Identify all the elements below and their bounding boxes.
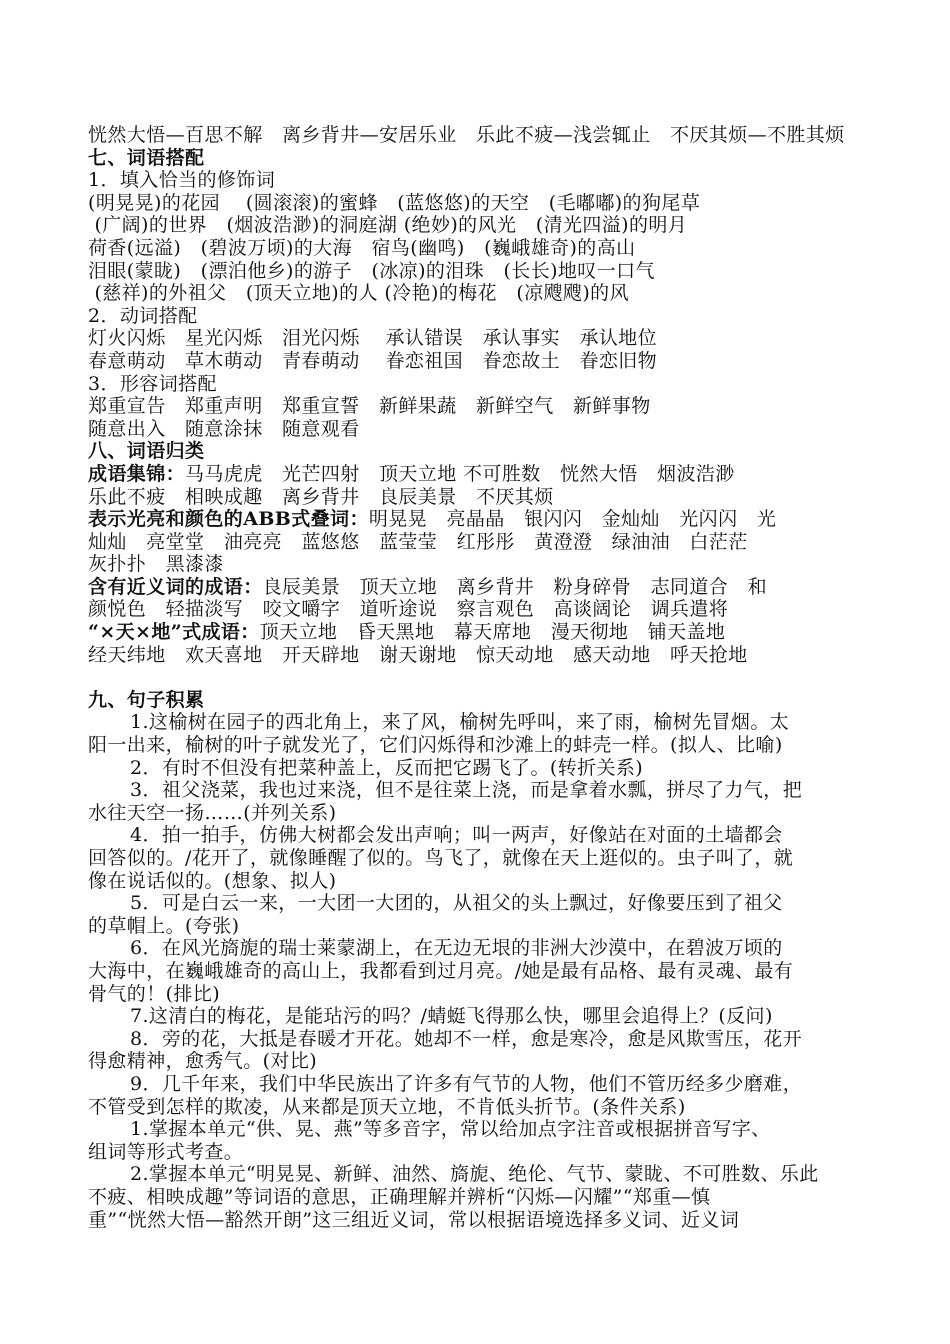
group-label: 含有近义词的成语： — [88, 575, 263, 598]
group-text: 良辰美景 顶天立地 离乡背井 粉身碎骨 志同道合 和 — [262, 575, 768, 598]
study-point-line: 不疲、相映成趣”等词语的意思，正确理解并辨析“闪烁—闪耀”“郑重—慎 — [88, 1185, 711, 1208]
sentence-line: 9．几千年来，我们中华民族出了许多有气节的人物，他们不管历经多少磨难， — [130, 1072, 803, 1095]
sentence-line: 7.这清白的梅花，是能玷污的吗？/蜻蜓飞得那么快，哪里会追得上？(反问) — [130, 1005, 773, 1028]
study-point-line: 重”“恍然大悟—豁然开朗”这三组近义词，常以根据语境选择多义词、近义词 — [88, 1208, 740, 1231]
modifier-line: (慈祥)的外祖父 (顶天立地)的人 (冷艳)的梅花 (凉飕飕)的风 — [88, 282, 629, 305]
modifier-line: (广阔)的世界 (烟波浩渺)的洞庭湖 (绝妙)的风光 (清光四溢)的明月 — [88, 214, 688, 237]
section-7-title: 七、词语搭配 — [88, 146, 205, 169]
sentence-line: 骨气的！(排比) — [88, 982, 221, 1005]
modifier-line: 泪眼(蒙眬) (漂泊他乡)的游子 (冰凉)的泪珠 (长长)地叹一口气 — [88, 259, 655, 282]
tian-di-idiom-line: 经天纬地 欢天喜地 开天辟地 谢天谢地 惊天动地 感天动地 呼天抢地 — [88, 643, 748, 666]
sentence-line: 大海中，在巍峨雄奇的高山上，我都看到过月亮。/她是最有品格、最有灵魂、最有 — [88, 959, 794, 982]
idiom-group-line — [88, 463, 868, 486]
section-9-title: 九、句子积累 — [88, 688, 205, 711]
group-text: 马马虎虎 光芒四射 顶天立地 不可胜数 恍然大悟 烟波浩渺 — [185, 462, 735, 485]
group-label: “×天×地”式成语： — [88, 621, 260, 644]
spacer — [88, 666, 868, 689]
section-7-sub-1: 1．填入恰当的修饰词 — [88, 169, 276, 192]
synonym-idiom-line: 颜悦色 轻描淡写 咬文嚼字 道听途说 察言观色 高谈阔论 调兵遣将 — [88, 598, 729, 621]
study-point-line: 2.掌握本单元“明晃晃、新鲜、油然、旖旎、绝伦、气节、蒙眬、不可胜数、乐此 — [130, 1163, 819, 1186]
group-label: 表示光亮和颜色的ABB式叠词： — [88, 508, 369, 531]
sentence-line: 3．祖父浇菜，我也过来浇，但不是往菜上浇，而是拿着水瓢，拼尽了力气，把 — [130, 779, 803, 802]
section-7-sub-2: 2．动词搭配 — [88, 304, 198, 327]
sentence-line: 像在说话似的。(想象、拟人) — [88, 869, 337, 892]
verb-line: 灯火闪烁 星光闪烁 泪光闪烁 承认错误 承认事实 承认地位 — [88, 327, 658, 350]
sentence-line: 1.这榆树在园子的西北角上，来了风，榆树先呼叫，来了雨，榆树先冒烟。太 — [130, 711, 790, 734]
section-7-sub-3: 3．形容词搭配 — [88, 372, 217, 395]
sentence-line: 8．旁的花，大抵是春暖才开花。她却不一样，愈是寒冷，愈是风欺雪压，花开 — [130, 1027, 803, 1050]
sentence-line: 5．可是白云一来，一大团一大团的，从祖父的头上飘过，好像要压到了祖父 — [130, 892, 783, 915]
group-text: 顶天立地 昏天黑地 幕天席地 漫天彻地 铺天盖地 — [259, 621, 726, 644]
sentence-line: 2．有时不但没有把菜种盖上，反而把它踢飞了。(转折关系) — [130, 756, 644, 779]
modifier-line: 荷香(远溢) (碧波万顷)的大海 宿鸟(幽鸣) (巍峨雄奇)的高山 — [88, 236, 636, 259]
antonym-pairs-line: 恍然大悟—百思不解 离乡背井—安居乐业 乐此不疲—浅尝辄止 不厌其烦—不胜其烦 — [88, 124, 845, 146]
verb-line: 春意萌动 草木萌动 青春萌动 眷恋祖国 眷恋故土 眷恋旧物 — [88, 349, 658, 372]
sentence-line: 的草帽上。(夸张) — [88, 914, 240, 937]
synonym-idiom-line — [88, 576, 868, 599]
sentence-line: 4．拍一拍手，仿佛大树都会发出声响；叫一两声，好像站在对面的土墙都会 — [130, 824, 783, 847]
group-label: 成语集锦： — [88, 462, 186, 485]
tian-di-idiom-line — [88, 621, 868, 644]
study-point-line: 组词等形式考查。 — [88, 1140, 244, 1163]
abb-group-line — [88, 508, 868, 531]
section-8-title: 八、词语归类 — [88, 440, 205, 463]
modifier-line: (明晃晃)的花园 (圆滚滚)的蜜蜂 (蓝悠悠)的天空 (毛嘟嘟)的狗尾草 — [88, 191, 701, 214]
adjective-line: 随意出入 随意涂抹 随意观看 — [88, 417, 360, 440]
abb-group-line: 灰扑扑 黑漆漆 — [88, 553, 224, 576]
adjective-line: 郑重宣告 郑重声明 郑重宣誓 新鲜果蔬 新鲜空气 新鲜事物 — [88, 395, 651, 418]
sentence-line: 得愈精神，愈秀气。(对比) — [88, 1050, 318, 1073]
abb-group-line: 灿灿 亮堂堂 油亮亮 蓝悠悠 蓝莹莹 红彤彤 黄澄澄 绿油油 白茫茫 — [88, 530, 748, 553]
sentence-line: 水往天空一扬……(并列关系) — [88, 801, 337, 824]
document-page — [88, 124, 868, 1231]
study-point-line: 1.掌握本单元“供、晃、燕”等多音字，常以给加点字注音或根据拼音写字、 — [130, 1118, 771, 1141]
sentence-line: 6．在风光旖旎的瑞士莱蒙湖上，在无边无垠的非洲大沙漠中，在碧波万顷的 — [130, 937, 783, 960]
sentence-line: 回答似的。/花开了，就像睡醒了似的。鸟飞了，就像在天上逛似的。虫子叫了，就 — [88, 847, 794, 869]
group-text: 明晃晃 亮晶晶 银闪闪 金灿灿 光闪闪 光 — [368, 508, 777, 531]
idiom-group-line: 乐此不疲 相映成趣 离乡背井 良辰美景 不厌其烦 — [88, 485, 554, 508]
sentence-line: 阳一出来，榆树的叶子就发光了，它们闪烁得和沙滩上的蚌壳一样。(拟人、比喻) — [88, 734, 783, 757]
sentence-line: 不管受到怎样的欺凌，从来都是顶天立地，不肯低头折节。(条件关系) — [88, 1095, 686, 1118]
